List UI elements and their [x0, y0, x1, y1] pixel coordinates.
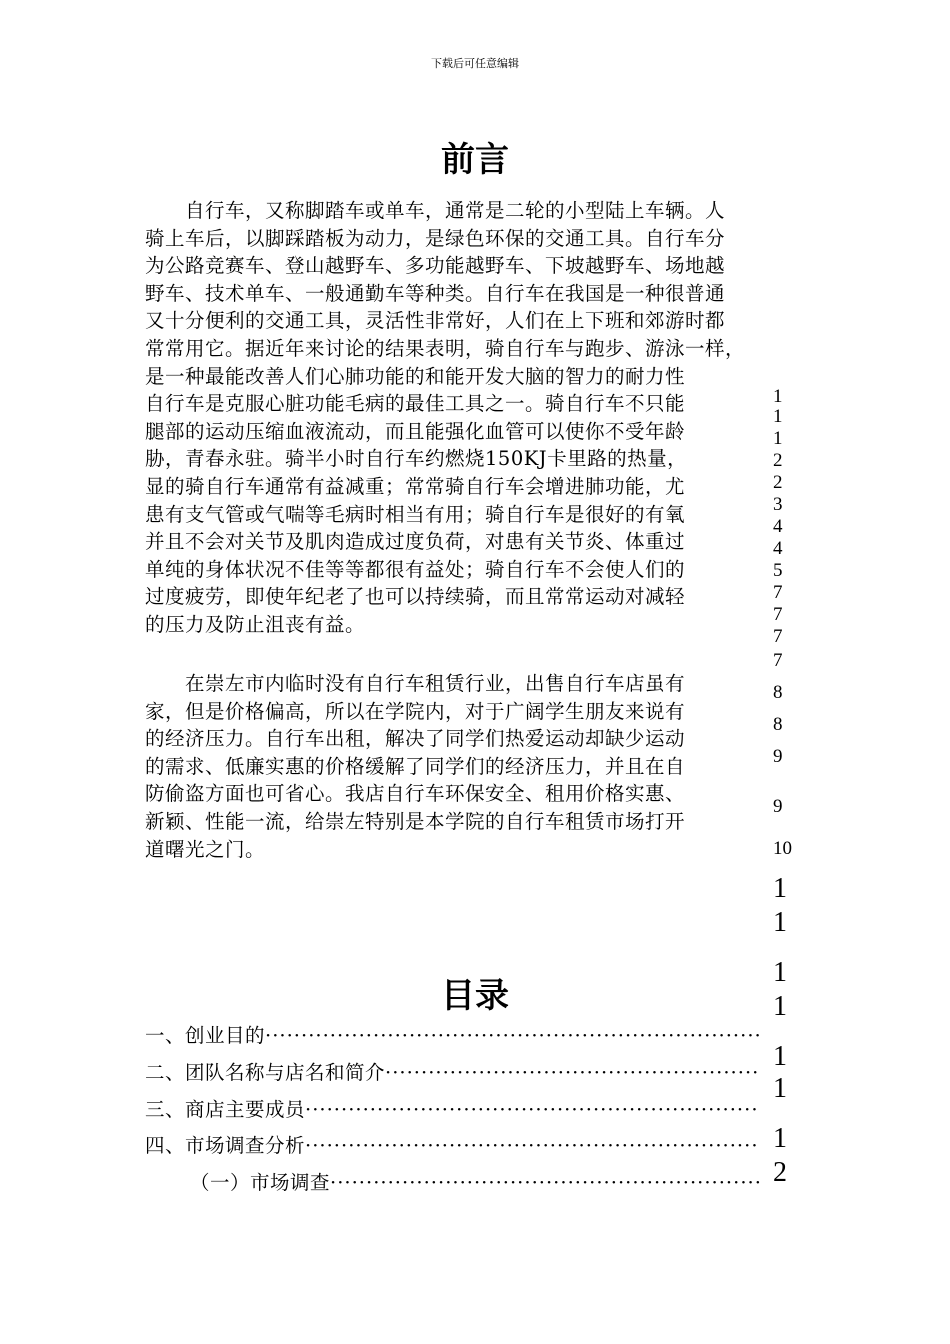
- text-line: 胁，青春永驻。骑半小时自行车约燃烧150KJ卡里路的热量，: [145, 447, 688, 471]
- stray-page-number: 1: [773, 1041, 787, 1072]
- stray-page-number: 5: [773, 560, 783, 581]
- stray-page-number: 1: [773, 1123, 787, 1154]
- toc-entry[interactable]: [145, 1130, 760, 1158]
- stray-page-number: 9: [773, 796, 783, 817]
- toc-entry[interactable]: [145, 1094, 760, 1122]
- toc-title: 目录: [441, 976, 509, 1016]
- text-line: 是一种最能改善人们心肺功能的和能开发大脑的智力的耐力性: [145, 364, 686, 388]
- text-line: 在崇左市内临时没有自行车租赁行业，出售自行车店虽有: [145, 672, 686, 695]
- preface-title: 前言: [441, 140, 509, 180]
- text-line: 自行车，又称脚踏车或单车，通常是二轮的小型陆上车辆。人: [145, 199, 726, 222]
- toc-entry-title: 一、创业目的: [145, 1024, 266, 1047]
- stray-page-number: 1: [773, 991, 787, 1022]
- stray-page-number: 7: [773, 604, 783, 625]
- text-line: 常常用它。据近年来讨论的结果表明，骑自行车与跑步、游泳一样，: [145, 336, 746, 360]
- toc-leader-dots: [385, 1061, 760, 1084]
- stray-page-number: 1: [773, 1073, 787, 1104]
- text-line: 家，但是价格偏高，所以在学院内，对于广阔学生朋友来说有: [145, 699, 686, 723]
- toc-entry[interactable]: [190, 1167, 760, 1195]
- stray-page-number: 2: [773, 1157, 787, 1188]
- stray-page-number: 3: [773, 494, 783, 515]
- text-line: 患有支气管或气喘等毛病时相当有用；骑自行车是很好的有氧: [145, 502, 686, 526]
- text-line: 骑上车后，以脚踩踏板为动力，是绿色环保的交通工具。自行车分: [145, 226, 726, 250]
- text-line: 道曙光之门。: [145, 837, 266, 861]
- stray-page-number: 7: [773, 582, 783, 603]
- stray-page-number: 1: [773, 957, 787, 988]
- stray-page-number: 7: [773, 626, 783, 647]
- page-header: 下载后可任意编辑: [431, 57, 519, 70]
- stray-page-number: 1: [773, 428, 783, 449]
- stray-page-number: 10: [773, 838, 792, 859]
- stray-page-number: 1: [773, 907, 787, 938]
- text-line: 并且不会对关节及肌肉造成过度负荷，对患有关节炎、体重过: [145, 530, 686, 554]
- stray-page-number: 1: [773, 873, 787, 904]
- preface-paragraph-1: [145, 197, 785, 639]
- toc-entry[interactable]: [145, 1020, 760, 1048]
- stray-page-number: 2: [773, 450, 783, 471]
- stray-page-number: 1: [773, 386, 783, 407]
- stray-page-number: 8: [773, 714, 783, 735]
- text-line: 的需求、低廉实惠的价格缓解了同学们的经济压力，并且在自: [145, 754, 686, 778]
- toc-leader-dots: [330, 1171, 760, 1194]
- text-line: 腿部的运动压缩血液流动，而且能强化血管可以使你不受年龄: [145, 419, 686, 443]
- text-line: 过度疲劳，即使年纪老了也可以持续骑，而且常常运动对减轻: [145, 585, 686, 609]
- stray-page-number: 9: [773, 746, 783, 767]
- stray-page-number: 7: [773, 650, 783, 671]
- stray-page-number: 4: [773, 538, 783, 559]
- toc-entry-title: （一）市场调查: [190, 1171, 331, 1194]
- toc-leader-dots: [305, 1098, 760, 1121]
- toc-entry-title: 二、团队名称与店名和简介: [145, 1061, 386, 1084]
- text-line: 的压力及防止沮丧有益。: [145, 612, 366, 636]
- text-line: 新颖、性能一流，给崇左特别是本学院的自行车租赁市场打开: [145, 809, 686, 833]
- toc-entry[interactable]: [145, 1057, 760, 1085]
- text-line: 防偷盗方面也可省心。我店自行车环保安全、租用价格实惠、: [145, 782, 686, 806]
- stray-page-number: 4: [773, 516, 783, 537]
- stray-page-number: 8: [773, 682, 783, 703]
- text-line: 野车、技术单车、一般通勤车等种类。自行车在我国是一种很普通: [145, 281, 726, 305]
- toc-entry-title: 三、商店主要成员: [145, 1098, 306, 1121]
- preface-paragraph-2: [145, 670, 785, 863]
- text-line: 自行车是克服心脏功能毛病的最佳工具之一。骑自行车不只能: [145, 392, 686, 416]
- toc-entry-title: 四、市场调查分析: [145, 1134, 306, 1157]
- text-line: 的经济压力。自行车出租，解决了同学们热爱运动却缺少运动: [145, 727, 686, 751]
- toc-leader-dots: [305, 1134, 760, 1157]
- text-line: 单纯的身体状况不佳等等都很有益处；骑自行车不会使人们的: [145, 557, 686, 581]
- stray-page-number: 2: [773, 472, 783, 493]
- toc-leader-dots: [265, 1024, 760, 1047]
- stray-page-number: 1: [773, 406, 783, 427]
- text-line: 显的骑自行车通常有益减重；常常骑自行车会增进肺功能，尤: [145, 474, 686, 498]
- text-line: 又十分便利的交通工具，灵活性非常好，人们在上下班和郊游时都: [145, 309, 726, 333]
- text-line: 为公路竞赛车、登山越野车、多功能越野车、下坡越野车、场地越: [145, 254, 726, 278]
